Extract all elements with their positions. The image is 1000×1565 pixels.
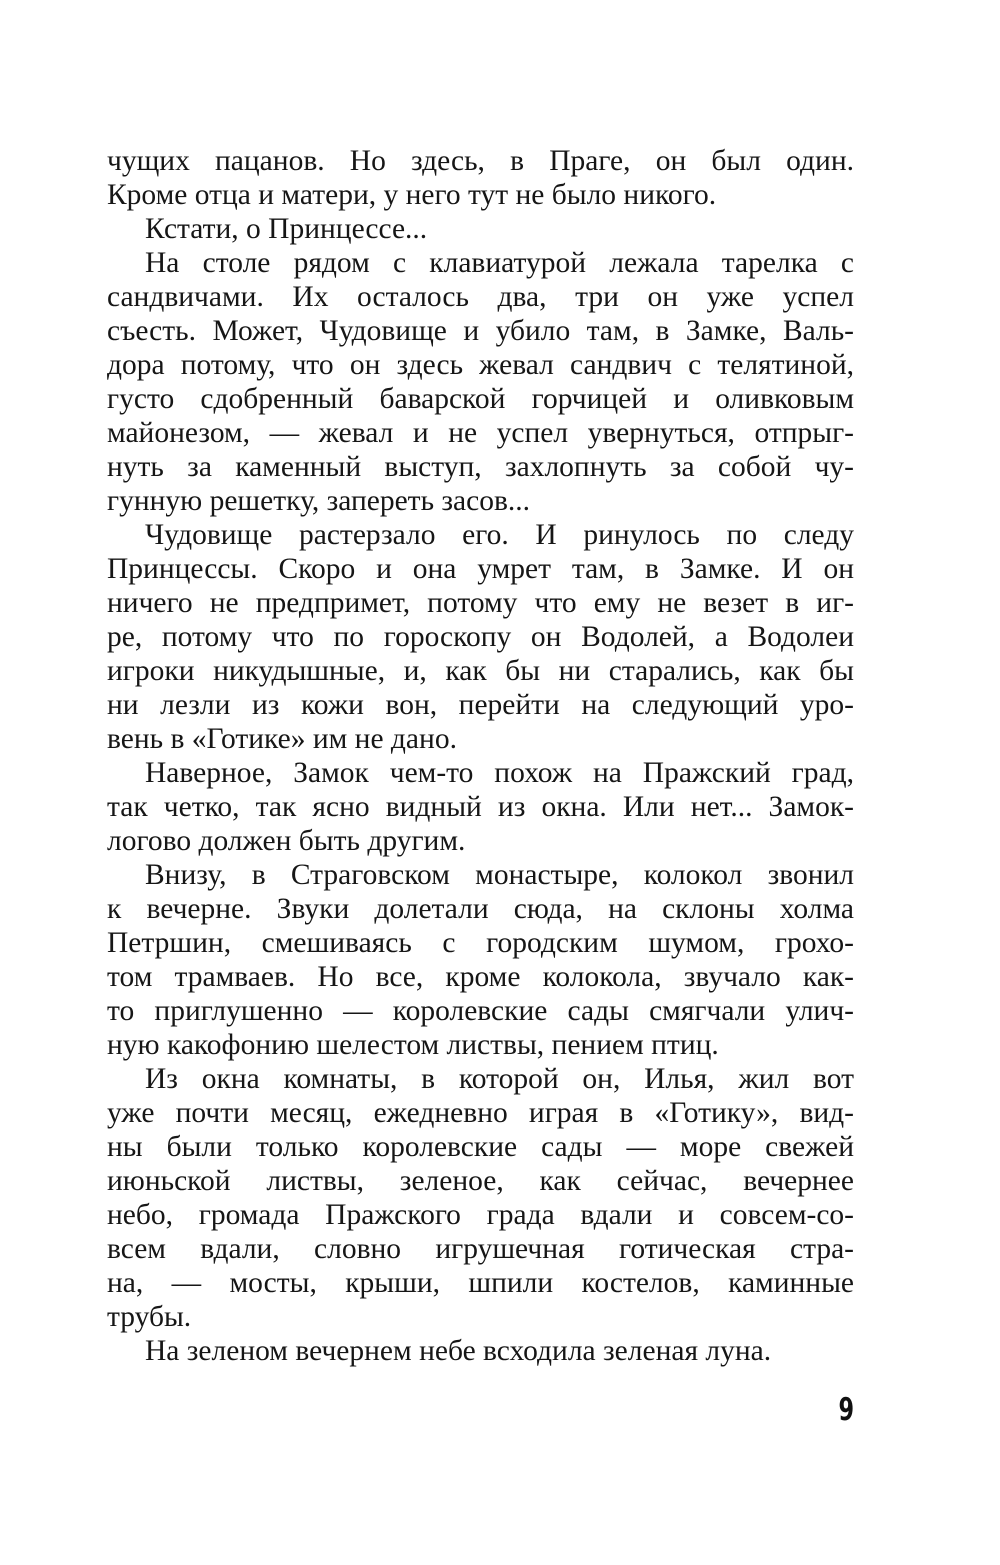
text-line: небо, громада Пражского града вдали и совсем-со- xyxy=(107,1199,854,1231)
paragraph xyxy=(107,858,854,1062)
paragraph xyxy=(107,212,854,246)
text-line: На столе рядом с клавиатурой лежала тарелка с xyxy=(145,247,854,279)
text-line: вень в «Готике» им не дано. xyxy=(107,723,457,755)
text-line: ре, потому что по гороскопу он Водолей, а Водолеи xyxy=(107,621,854,653)
paragraph xyxy=(107,1334,854,1368)
paragraph xyxy=(107,756,854,858)
text-line: Внизу, в Страговском монастыре, колокол звонил xyxy=(145,859,854,891)
text-line: ничего не предпримет, потому что ему не везет в иг- xyxy=(107,587,854,619)
text-line: Принцессы. Скоро и она умрет там, в Замке. И он xyxy=(107,553,854,585)
paragraph xyxy=(107,144,854,212)
text-line: нуть за каменный выступ, захлопнуть за собой чу- xyxy=(107,451,854,483)
text-line: к вечерне. Звуки долетали сюда, на склоны холма xyxy=(107,893,854,925)
text-line: Петршин, смешиваясь с городским шумом, грохо- xyxy=(107,927,854,959)
text-line: игроки никудышные, и, как бы ни старались, как бы xyxy=(107,655,854,687)
page-number: 9 xyxy=(838,1392,854,1428)
paragraph xyxy=(107,246,854,518)
text-line: трубы. xyxy=(107,1301,192,1333)
text-line: июньской листвы, зеленое, как сейчас, вечернее xyxy=(107,1165,854,1197)
text-line: густо сдобренный баварской горчицей и оливковым xyxy=(107,383,854,415)
text-line: на, — мосты, крыши, шпили костелов, каминные xyxy=(107,1267,854,1299)
text-line: съесть. Может, Чудовище и убило там, в Замке, Валь- xyxy=(107,315,854,347)
text-line: ни лезли из кожи вон, перейти на следующий уро- xyxy=(107,689,854,721)
text-line: Кстати, о Принцессе... xyxy=(145,213,428,245)
text-line: Чудовище растерзало его. И ринулось по следу xyxy=(145,519,854,551)
text-line: ны были только королевские сады — море свежей xyxy=(107,1131,854,1163)
text-line: ную какофонию шелестом листвы, пением птиц. xyxy=(107,1029,719,1061)
text-line: всем вдали, словно игрушечная готическая стра- xyxy=(107,1233,854,1265)
text-line: На зеленом вечернем небе всходила зеленая луна. xyxy=(145,1335,772,1367)
text-line: гунную решетку, запереть засов... xyxy=(107,485,531,517)
text-line: то приглушенно — королевские сады смягчали улич- xyxy=(107,995,854,1027)
text-line: так четко, так ясно видный из окна. Или нет... Замок- xyxy=(107,791,854,823)
text-line: уже почти месяц, ежедневно играя в «Готику», вид- xyxy=(107,1097,854,1129)
text-line: дора потому, что он здесь жевал сандвич с телятиной, xyxy=(107,349,854,381)
text-line: логово должен быть другим. xyxy=(107,825,466,857)
paragraph xyxy=(107,1062,854,1334)
text-line: сандвичами. Их осталось два, три он уже успел xyxy=(107,281,854,313)
page-text xyxy=(107,144,854,1368)
text-line: майонезом, — жевал и не успел увернуться, отпрыг- xyxy=(107,417,854,449)
text-line: Кроме отца и матери, у него тут не было никого. xyxy=(107,179,717,211)
paragraph xyxy=(107,518,854,756)
text-line: Наверное, Замок чем-то похож на Пражский град, xyxy=(145,757,854,789)
text-line: том трамваев. Но все, кроме колокола, звучало как- xyxy=(107,961,854,993)
text-line: чущих пацанов. Но здесь, в Праге, он был один. xyxy=(107,145,854,177)
text-line: Из окна комнаты, в которой он, Илья, жил вот xyxy=(145,1063,854,1095)
